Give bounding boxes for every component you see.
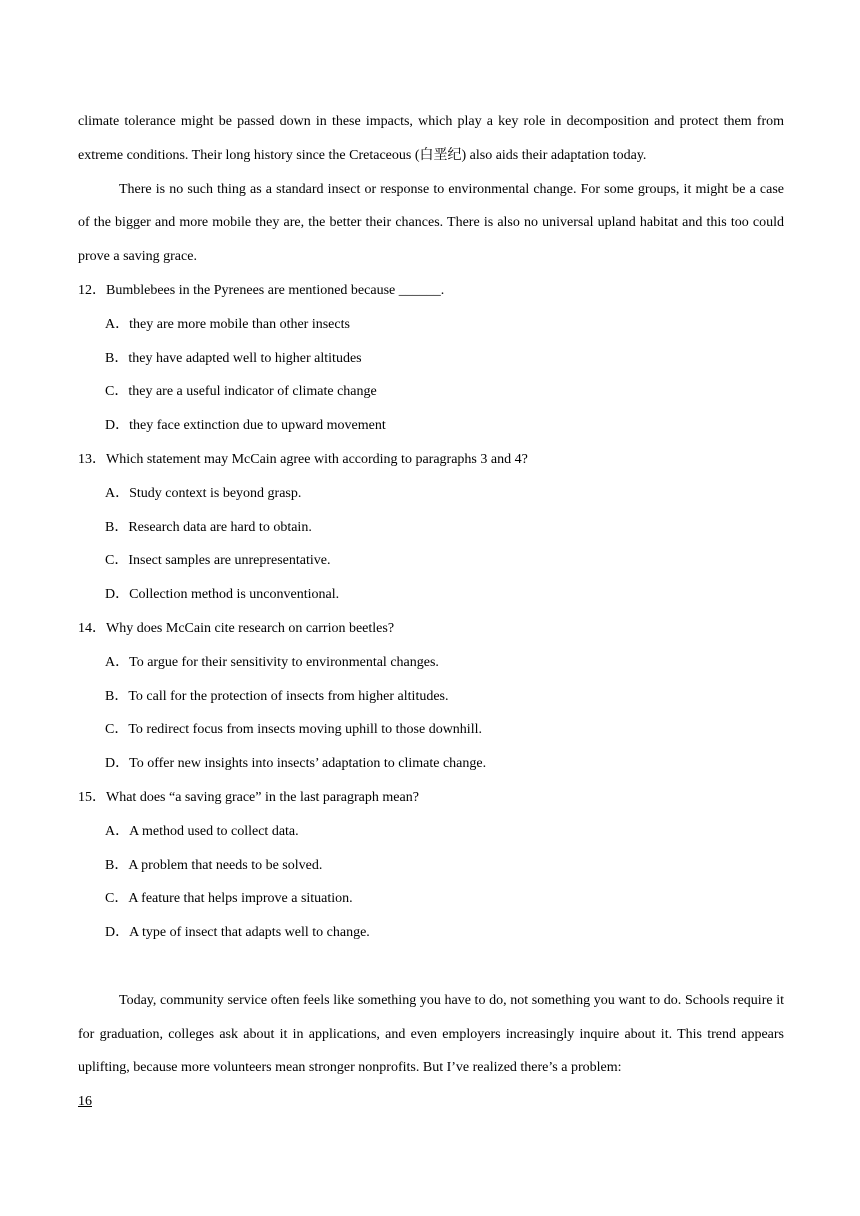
option-label: C． <box>105 722 129 738</box>
question-13 <box>78 443 784 612</box>
option-text: A feature that helps improve a situation. <box>128 891 353 907</box>
option-label: D． <box>105 756 130 772</box>
question-14 <box>78 612 784 781</box>
option-label: D． <box>105 587 130 603</box>
passage-paragraph: climate tolerance might be passed down in these impacts, which play a key role in decomposition and protect them from extreme conditions. Their long history since the Cretaceous (白垩纪) also aids their adaptation today. <box>78 114 784 163</box>
answer-option[interactable] <box>78 544 784 578</box>
question-text: Why does McCain cite research on carrion beetles? <box>106 620 395 636</box>
answer-option[interactable] <box>78 511 784 545</box>
answer-option[interactable] <box>78 375 784 409</box>
option-text: Collection method is unconventional. <box>129 587 340 603</box>
option-text: To offer new insights into insects’ adaptation to climate change. <box>129 756 487 772</box>
option-label: A． <box>105 654 130 670</box>
question-stem <box>78 274 784 308</box>
question-text: Bumblebees in the Pyrenees are mentioned because ______. <box>106 282 445 298</box>
option-text: A type of insect that adapts well to change. <box>129 925 370 941</box>
option-text: Insect samples are unrepresentative. <box>128 553 331 569</box>
option-text: they are a useful indicator of climate change <box>128 384 377 400</box>
option-label: B． <box>105 350 129 366</box>
option-text: Research data are hard to obtain. <box>128 519 312 535</box>
question-number: 12． <box>78 282 106 298</box>
question-stem <box>78 612 784 646</box>
option-text: To call for the protection of insects from higher altitudes. <box>128 688 449 704</box>
answer-option[interactable] <box>78 882 784 916</box>
question-number: 15． <box>78 789 106 805</box>
cloze-blank-line <box>78 1085 784 1119</box>
option-text: To argue for their sensitivity to environmental changes. <box>129 654 439 670</box>
option-label: B． <box>105 519 129 535</box>
question-stem <box>78 443 784 477</box>
option-label: D． <box>105 418 130 434</box>
question-text: What does “a saving grace” in the last paragraph mean? <box>106 789 419 805</box>
answer-option[interactable] <box>78 916 784 950</box>
question-number: 13． <box>78 451 106 467</box>
option-label: C． <box>105 553 129 569</box>
option-label: A． <box>105 316 130 332</box>
question-stem <box>78 781 784 815</box>
option-label: C． <box>105 891 129 907</box>
question-number: 14． <box>78 620 106 636</box>
option-text: they face extinction due to upward movement <box>129 418 386 434</box>
answer-option[interactable] <box>78 713 784 747</box>
passage-paragraph: Today, community service often feels like something you have to do, not something you want to do. Schools require it for graduation, colleges ask about it in applications, and even employers increasingly inquire about it. This trend appears uplifting, because more volunteers mean stronger nonprofits. But I’ve realized there’s a problem: <box>78 992 784 1076</box>
answer-option[interactable] <box>78 849 784 883</box>
option-text: To redirect focus from insects moving uphill to those downhill. <box>128 722 482 738</box>
answer-option[interactable] <box>78 409 784 443</box>
option-text: A method used to collect data. <box>129 823 299 839</box>
option-label: A． <box>105 485 130 501</box>
option-text: A problem that needs to be solved. <box>128 857 323 873</box>
option-label: C． <box>105 384 129 400</box>
option-label: B． <box>105 857 129 873</box>
question-12 <box>78 274 784 443</box>
option-label: D． <box>105 925 130 941</box>
answer-option[interactable] <box>78 342 784 376</box>
question-text: Which statement may McCain agree with according to paragraphs 3 and 4? <box>106 451 528 467</box>
answer-option[interactable] <box>78 646 784 680</box>
passage-paragraph: There is no such thing as a standard insect or response to environmental change. For some groups, it might be a case of the bigger and more mobile they are, the better their chances. There is also no universal upland habitat and this too could prove a saving grace. <box>78 181 784 265</box>
section-spacer <box>78 950 784 984</box>
document-page <box>78 105 784 1119</box>
answer-option[interactable] <box>78 578 784 612</box>
answer-option[interactable] <box>78 747 784 781</box>
answer-option[interactable] <box>78 308 784 342</box>
cloze-blank[interactable]: 16 <box>78 1094 92 1110</box>
option-text: they have adapted well to higher altitudes <box>128 350 362 366</box>
option-label: A． <box>105 823 130 839</box>
option-text: they are more mobile than other insects <box>129 316 350 332</box>
option-text: Study context is beyond grasp. <box>129 485 302 501</box>
answer-option[interactable] <box>78 680 784 714</box>
question-15 <box>78 781 784 950</box>
answer-option[interactable] <box>78 477 784 511</box>
option-label: B． <box>105 688 129 704</box>
answer-option[interactable] <box>78 815 784 849</box>
